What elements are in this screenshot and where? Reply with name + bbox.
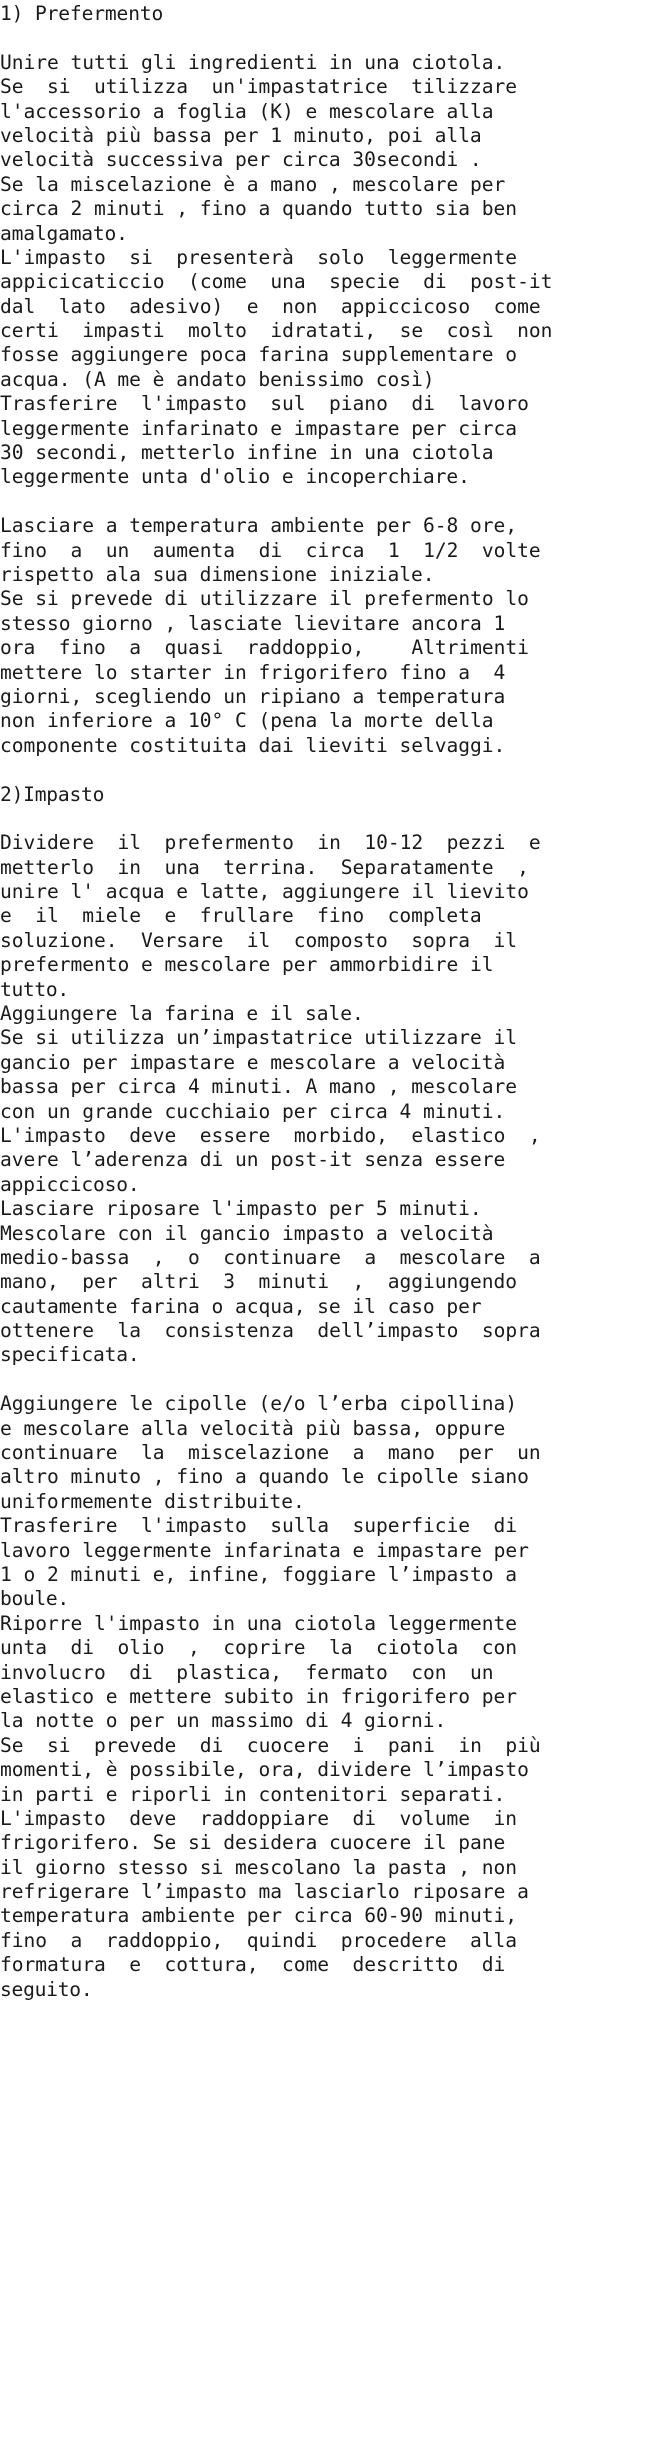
text-line: L'impasto deve essere morbido, elastico ,: [0, 1123, 541, 1147]
text-line: unire l' acqua e latte, aggiungere il lievito: [0, 880, 529, 904]
text-line: leggermente unta d'olio e incoperchiare.: [0, 465, 470, 489]
text-line: l'accessorio a foglia (K) e mescolare alla: [0, 99, 494, 123]
text-line: gancio per impastare e mescolare a velocità: [0, 1050, 506, 1074]
text-line: rispetto ala sua dimensione iniziale.: [0, 562, 435, 586]
text-line: seguito.: [0, 1977, 93, 2001]
text-line: 2)Impasto: [0, 782, 105, 806]
text-line: [0, 490, 655, 514]
text-line: Trasferire l'impasto sulla superficie di: [0, 1514, 518, 1538]
text-line: Se si utilizza un’impastatrice utilizzare il: [0, 1026, 518, 1050]
text-line: Riporre l'impasto in una ciotola leggermente: [0, 1611, 518, 1635]
text-line: fino a raddoppio, quindi procedere alla: [0, 1928, 518, 1952]
text-line: acqua. (A me è andato benissimo così): [0, 367, 435, 391]
text-line: altro minuto , fino a quando le cipolle siano: [0, 1465, 529, 1489]
text-line: continuare la miscelazione a mano per un: [0, 1441, 541, 1465]
text-line: circa 2 minuti , fino a quando tutto sia ben: [0, 197, 518, 221]
text-line: la notte o per un massimo di 4 giorni.: [0, 1709, 447, 1733]
text-line: Lasciare riposare l'impasto per 5 minuti.: [0, 1197, 482, 1221]
text-line: Se si utilizza un'impastatrice tilizzare: [0, 75, 518, 99]
text-line: con un grande cucchiaio per circa 4 minuti.: [0, 1099, 506, 1123]
text-line: prefermento e mescolare per ammorbidire il: [0, 953, 494, 977]
text-line: in parti e riporli in contenitori separati.: [0, 1782, 506, 1806]
text-line: Mescolare con il gancio impasto a velocità: [0, 1221, 494, 1245]
text-line: Unire tutti gli ingredienti in una ciotola.: [0, 50, 506, 74]
text-line: [0, 758, 655, 782]
text-line: Trasferire l'impasto sul piano di lavoro: [0, 392, 529, 416]
text-line: [0, 26, 655, 50]
text-line: dal lato adesivo) e non appiccicoso come: [0, 294, 541, 318]
text-line: metterlo in una terrina. Separatamente ,: [0, 855, 529, 879]
text-line: frigorifero. Se si desidera cuocere il pane: [0, 1831, 506, 1855]
text-line: soluzione. Versare il composto sopra il: [0, 928, 518, 952]
text-line: Lasciare a temperatura ambiente per 6-8 ore,: [0, 514, 518, 538]
text-line: temperatura ambiente per circa 60-90 minuti,: [0, 1904, 518, 1928]
text-line: Aggiungere la farina e il sale.: [0, 1002, 364, 1026]
text-line: stesso giorno , lasciate lievitare ancora 1: [0, 611, 506, 635]
text-line: e mescolare alla velocità più bassa, oppure: [0, 1416, 506, 1440]
text-line: certi impasti molto idratati, se così non: [0, 319, 553, 343]
text-line: Se la miscelazione è a mano , mescolare per: [0, 172, 506, 196]
text-line: [0, 1368, 655, 1392]
text-line: medio-bassa , o continuare a mescolare a: [0, 1245, 541, 1269]
text-line: tutto.: [0, 977, 69, 1001]
text-line: bassa per circa 4 minuti. A mano , mescolare: [0, 1075, 518, 1099]
text-line: 1) Prefermento: [0, 2, 164, 25]
text-line: L'impasto deve raddoppiare di volume in: [0, 1806, 518, 1830]
text-line: componente costituita dai lieviti selvaggi.: [0, 733, 506, 757]
text-line: mettere lo starter in frigorifero fino a 4: [0, 660, 506, 684]
text-line: Dividere il prefermento in 10-12 pezzi e: [0, 831, 541, 855]
text-line: specificata.: [0, 1343, 140, 1367]
text-line: fino a un aumenta di circa 1 1/2 volte: [0, 538, 541, 562]
text-line: amalgamato.: [0, 221, 128, 245]
text-line: Se si prevede di cuocere i pani in più: [0, 1733, 541, 1757]
text-line: leggermente infarinato e impastare per circa: [0, 416, 518, 440]
text-line: cautamente farina o acqua, se il caso per: [0, 1294, 482, 1318]
text-line: [0, 807, 655, 831]
text-line: unta di olio , coprire la ciotola con: [0, 1636, 518, 1660]
text-line: Aggiungere le cipolle (e/o l’erba cipollina): [0, 1392, 518, 1416]
text-line: 30 secondi, metterlo infine in una ciotola: [0, 441, 494, 465]
text-line: 1 o 2 minuti e, infine, foggiare l’impasto a: [0, 1563, 518, 1586]
text-line: appicicaticcio (come una specie di post-it: [0, 270, 553, 294]
text-line: velocità successiva per circa 30secondi .: [0, 148, 482, 172]
text-line: boule.: [0, 1587, 69, 1611]
text-line: avere l’aderenza di un post-it senza essere: [0, 1148, 506, 1172]
text-line: elastico e mettere subito in frigorifero per: [0, 1684, 518, 1708]
text-line: non inferiore a 10° C (pena la morte della: [0, 709, 494, 733]
text-line: velocità più bassa per 1 minuto, poi alla: [0, 123, 482, 147]
text-line: e il miele e frullare fino completa: [0, 904, 482, 928]
text-line: involucro di plastica, fermato con un: [0, 1660, 494, 1684]
text-line: giorni, scegliendo un ripiano a temperatura: [0, 684, 506, 708]
text-line: appiccicoso.: [0, 1172, 140, 1196]
text-line: mano, per altri 3 minuti , aggiungendo: [0, 1270, 518, 1294]
text-line: fosse aggiungere poca farina supplementare o: [0, 343, 518, 367]
text-line: il giorno stesso si mescolano la pasta , non: [0, 1855, 518, 1879]
text-line: momenti, è possibile, ora, dividere l’impasto: [0, 1758, 529, 1782]
text-line: uniformemente distribuite.: [0, 1489, 305, 1513]
text-line: formatura e cottura, come descritto di: [0, 1953, 506, 1977]
text-line: Se si prevede di utilizzare il prefermento lo: [0, 587, 529, 611]
text-line: L'impasto si presenterà solo leggermente: [0, 245, 518, 269]
text-line: ora fino a quasi raddoppio, Altrimenti: [0, 636, 529, 660]
text-line: refrigerare l’impasto ma lasciarlo riposare a: [0, 1880, 529, 1904]
text-line: lavoro leggermente infarinata e impastare per: [0, 1538, 529, 1562]
text-line: ottenere la consistenza dell’impasto sopra: [0, 1319, 541, 1343]
